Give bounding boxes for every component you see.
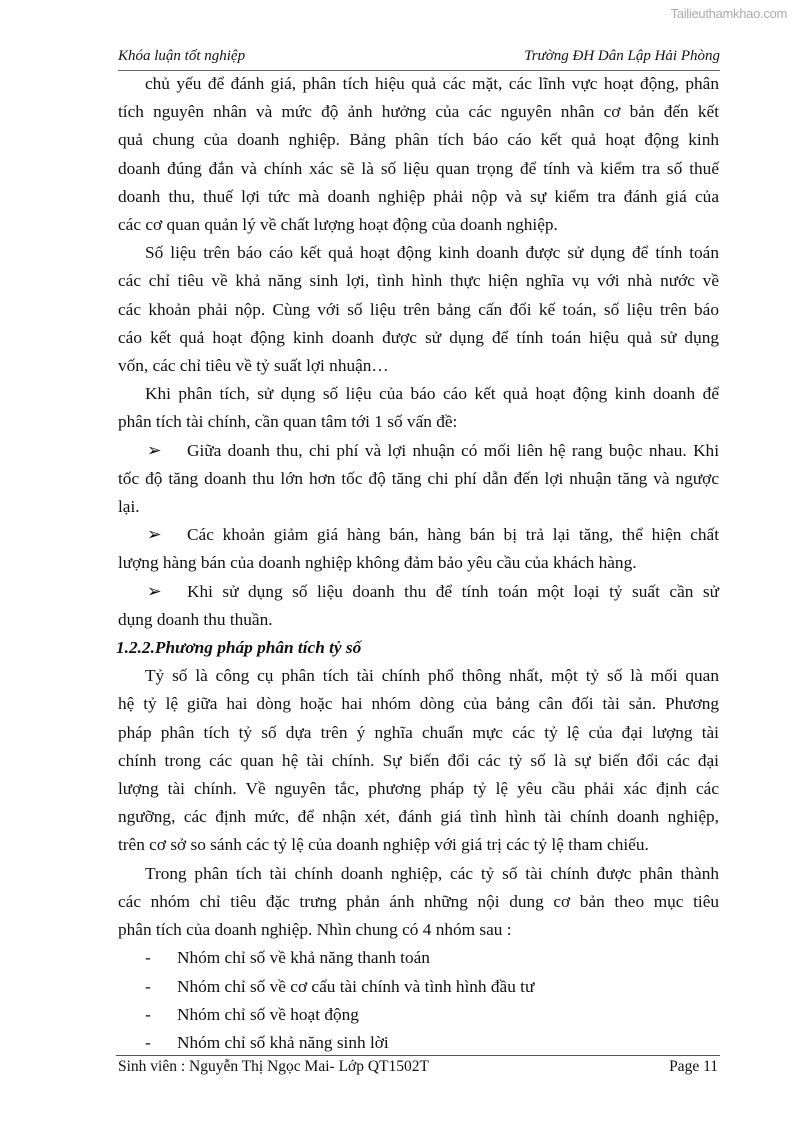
paragraph-line: lượng tài chính. Về nguyên tắc, phương pháp tỷ lệ yêu cầu phải xác định các (118, 779, 719, 799)
paragraph-line: hệ tỷ lệ giữa hai dòng hoặc hai nhóm dòng của bảng cân đối tài sản. Phương (118, 694, 719, 714)
list-item (118, 944, 719, 972)
paragraph-line: ngưỡng, các định mức, để nhận xét, đánh giá tình hình tài chính doanh nghiệp, (118, 807, 719, 827)
list-item-text: Nhóm chỉ số về khả năng thanh toán (177, 948, 430, 968)
paragraph-line: phân tích của doanh nghiệp. Nhìn chung có 4 nhóm sau : (118, 920, 512, 940)
arrow-bullet-icon: ➢ (147, 525, 162, 545)
footer-student: Sinh viên : Nguyễn Thị Ngọc Mai- Lớp QT1502T (118, 1058, 429, 1075)
paragraph-line: pháp phân tích tỷ số dựa trên ý nghĩa chuẩn mực các tỷ lệ của đại lượng tài (118, 722, 719, 742)
paragraph-line: tích nguyên nhân và mức độ ảnh hưởng của các nguyên nhân cơ bản đến kết (118, 102, 719, 122)
paragraph-line: Tỷ số là công cụ phân tích tài chính phổ thông nhất, một tỷ số là mối quan (145, 666, 719, 686)
paragraph-line: các cơ quan quản lý về chất lượng hoạt động của doanh nghiệp. (118, 215, 558, 235)
bullet-continuation: lại. (118, 497, 140, 517)
header-right: Trường ĐH Dân Lập Hải Phòng (524, 48, 720, 64)
list-item (118, 1001, 719, 1029)
page-header (118, 48, 720, 65)
paragraph-line: Trong phân tích tài chính doanh nghiệp, các tỷ số tài chính được phân thành (145, 863, 719, 883)
dash-bullet: - (145, 1032, 151, 1052)
footer-divider (116, 1055, 720, 1056)
bullet-item (118, 521, 719, 549)
bullet-continuation: lượng hàng bán của doanh nghiệp không đảm bảo yêu cầu của khách hàng. (118, 553, 637, 573)
list-item (118, 973, 719, 1001)
paragraph-line: các nhóm chỉ tiêu đặc trưng phản ánh những nội dung cơ bản theo mục tiêu (118, 891, 719, 911)
dash-bullet: - (145, 1004, 151, 1024)
paragraph-line: quả chung của doanh nghiệp. Bảng phân tích báo cáo kết quả hoạt động kinh (118, 130, 719, 150)
list-item (118, 1029, 719, 1057)
paragraph-line: cáo kết quả hoạt động kinh doanh được sử dụng để tính toán hiệu quả sử dụng (118, 327, 719, 347)
paragraph-line: chính trong các quan hệ tài chính. Sự biến đổi các tỷ số là sự biến đổi các đại (118, 750, 719, 770)
paragraph-line: trên cơ sở so sánh các tỷ lệ của doanh nghiệp với giá trị các tỷ lệ tham chiếu. (118, 835, 649, 855)
body-text (118, 70, 719, 1057)
paragraph-line: vốn, các chỉ tiêu về tỷ suất lợi nhuận… (118, 356, 389, 376)
watermark: Tailieuthamkhao.com (670, 6, 787, 21)
paragraph-line: các khoản phải nộp. Cùng với số liệu trên bảng cấn đối kế toán, số liệu trên báo (118, 299, 719, 319)
paragraph-line: các chỉ tiêu về khả năng sinh lợi, tình hình thực hiện nghĩa vụ với nhà nước về (118, 271, 719, 291)
list-item-text: Nhóm chỉ số về hoạt động (177, 1004, 359, 1024)
bullet-continuation: dụng doanh thu thuần. (118, 609, 273, 629)
bullet-item (118, 437, 719, 465)
dash-bullet: - (145, 948, 151, 968)
section-heading: 1.2.2.Phương pháp phân tích tỷ số (116, 638, 362, 658)
paragraph-line: doanh đúng đắn và chính xác sẽ là số liệu quan trọng để tính và kiểm tra số thuế (118, 158, 719, 178)
page-footer (118, 1058, 718, 1076)
list-item-text: Nhóm chỉ số về cơ cấu tài chính và tình hình đầu tư (177, 976, 535, 996)
page-number: Page 11 (669, 1058, 718, 1075)
bullet-item (118, 578, 719, 606)
arrow-bullet-icon: ➢ (147, 581, 162, 601)
bullet-continuation: tốc độ tăng doanh thu lớn hơn tốc độ tăng chi phí dẫn đến lợi nhuận tăng và ngược (118, 468, 719, 488)
dash-bullet: - (145, 976, 151, 996)
bullet-text: Các khoản giảm giá hàng bán, hàng bán bị trả lại tăng, thể hiện chất (187, 525, 719, 545)
paragraph-line: doanh thu, thuế lợi tức mà doanh nghiệp phải nộp và sự kiểm tra đánh giá của (118, 186, 719, 206)
paragraph-line: Số liệu trên báo cáo kết quả hoạt động kinh doanh được sử dụng để tính toán (145, 243, 719, 263)
arrow-bullet-icon: ➢ (147, 440, 162, 460)
header-left: Khóa luận tốt nghiệp (118, 48, 246, 64)
paragraph-line: Khi phân tích, sử dụng số liệu của báo cáo kết quả hoạt động kinh doanh để (145, 384, 719, 404)
list-item-text: Nhóm chỉ số khả năng sinh lời (177, 1032, 389, 1052)
bullet-text: Giữa doanh thu, chi phí và lợi nhuận có mối liên hệ rang buộc nhau. Khi (187, 440, 719, 460)
paragraph-line: chủ yếu để đánh giá, phân tích hiệu quả các mặt, các lĩnh vực hoạt động, phân (145, 74, 719, 93)
bullet-text: Khi sử dụng số liệu doanh thu để tính toán một loại tỷ suất cần sử (187, 581, 719, 601)
paragraph-line: phân tích tài chính, cần quan tâm tới 1 số vấn đề: (118, 412, 458, 432)
